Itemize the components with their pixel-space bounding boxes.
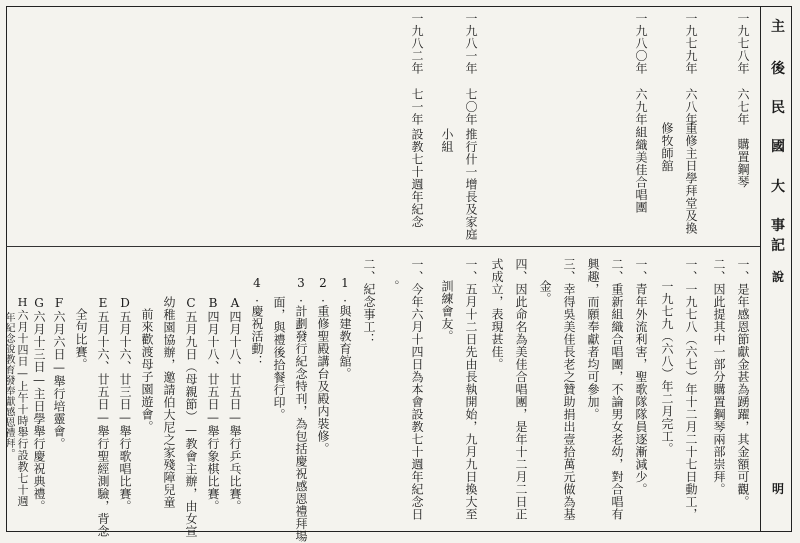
detail-line: 一、今年六月十四日為本會設教七十週年紀念日 xyxy=(410,258,424,521)
year-event: 設教七十週年紀念 xyxy=(410,128,424,228)
detail-line: G六月十三日—主日學舉行慶祝典禮。 xyxy=(32,296,46,513)
detail-line: 全句比賽。 xyxy=(74,308,88,371)
detail-line: 一、五月十二日先由長執開始，九月九日換大至 xyxy=(464,258,478,521)
detail-line: 二、重新組織合唱團，不論男女老幼，對合唱有 xyxy=(610,258,624,521)
title-char: 主 xyxy=(771,19,785,35)
detail-line: 興趣，而願奉獻者均可參加。 xyxy=(586,258,600,421)
detail-line: F六月六日—舉行培靈會。 xyxy=(52,296,66,450)
year-roc: 七〇年 xyxy=(464,88,478,126)
year-event: 修牧師舘 xyxy=(660,122,674,172)
detail-line: 一九七九（六八）年二月完工。 xyxy=(660,280,674,455)
detail-line: 一、青年外流利害，聖歌隊隊員逐漸減少。 xyxy=(634,258,648,496)
detail-line: H六月十四日—上午十時舉行設教七十週 xyxy=(16,296,29,507)
detail-line: B四月十八、廿五日—舉行象棋比賽。 xyxy=(206,296,220,513)
detail-line: 面，與禮後拾餐行印。 xyxy=(272,296,286,421)
year-roc: 六八年 xyxy=(684,88,698,126)
detail-line: 1.與建教育舘。 xyxy=(338,276,352,380)
year-ce: 一九八二年 xyxy=(410,12,424,75)
title-column-divider xyxy=(760,6,761,532)
detail-line: 2.重修聖殿講台及殿内裝修。 xyxy=(316,276,330,455)
detail-line: 四、因此命名為美佳合唱團，是年十二月二日正 xyxy=(514,258,528,521)
year-ce: 一九八一年 xyxy=(464,12,478,75)
detail-line: 二、紀念事工： xyxy=(362,258,376,346)
detail-line: 前來歡渡母子園遊會。 xyxy=(140,308,154,433)
year-event: 購置鋼琴 xyxy=(736,138,750,188)
detail-line: 金。 xyxy=(538,280,552,305)
detail-line: A四月十八、廿五日—舉行乒乓比賽。 xyxy=(228,296,242,513)
year-ce: 一九七八年 xyxy=(736,12,750,75)
title-char: 記 xyxy=(771,238,785,254)
header-divider xyxy=(6,246,760,247)
detail-line: D五月十六、廿三日—舉行歌唱比賽。 xyxy=(118,296,132,513)
detail-line: 三、幸得吳美佳長老之贊助捐出壹拾萬元做為基 xyxy=(562,258,576,521)
year-event: 推行什一增長及家庭 xyxy=(464,128,478,241)
title-char: 大 xyxy=(771,179,785,195)
title-char: 國 xyxy=(771,139,785,155)
detail-line: 一、一九七八（六七）年十二月二十七日動工， xyxy=(684,258,698,521)
title-char: 後 xyxy=(771,61,785,77)
detail-line: 式成立，表現甚佳。 xyxy=(490,258,504,371)
year-event: 重修主日學拜堂及換 xyxy=(684,122,698,235)
detail-line: 。 xyxy=(386,280,400,293)
detail-line: 二、因此提其中一部分購置鋼琴兩部崇拜。 xyxy=(712,258,726,496)
note-char: 明 xyxy=(771,482,784,496)
detail-line: 3.計劃發行紀念特刊，為包括慶祝感恩禮拜場 xyxy=(294,276,308,543)
year-ce: 一九八〇年 xyxy=(634,12,648,75)
year-roc: 六七年 xyxy=(736,88,750,126)
note-char: 說 xyxy=(771,270,784,284)
year-ce: 一九七九年 xyxy=(684,12,698,75)
year-roc: 七一年 xyxy=(410,88,424,126)
detail-line: 一、是年感恩節獻金甚為踴躍，其金額可觀。 xyxy=(736,258,750,508)
year-event: 小組 xyxy=(440,128,454,153)
detail-line: 4.慶祝活動： xyxy=(250,276,264,368)
year-roc: 六九年 xyxy=(634,88,648,126)
title-char: 事 xyxy=(771,218,785,234)
detail-line: E五月十六、廿五日—舉行聖經測驗，背念 xyxy=(96,296,110,538)
detail-line: 幼稚園協辦，邀請伯大尼之家殘障兒童 xyxy=(162,296,176,509)
year-event: 組織美佳合唱團 xyxy=(634,126,648,214)
detail-line: C五月九日（母親節）—教會主辦，由女宣 xyxy=(184,296,198,538)
title-char: 民 xyxy=(771,100,785,116)
detail-line: 年紀念說教育發奉獻感恩禮拜。 xyxy=(3,312,14,459)
detail-line: 訓練會友。 xyxy=(440,280,454,343)
